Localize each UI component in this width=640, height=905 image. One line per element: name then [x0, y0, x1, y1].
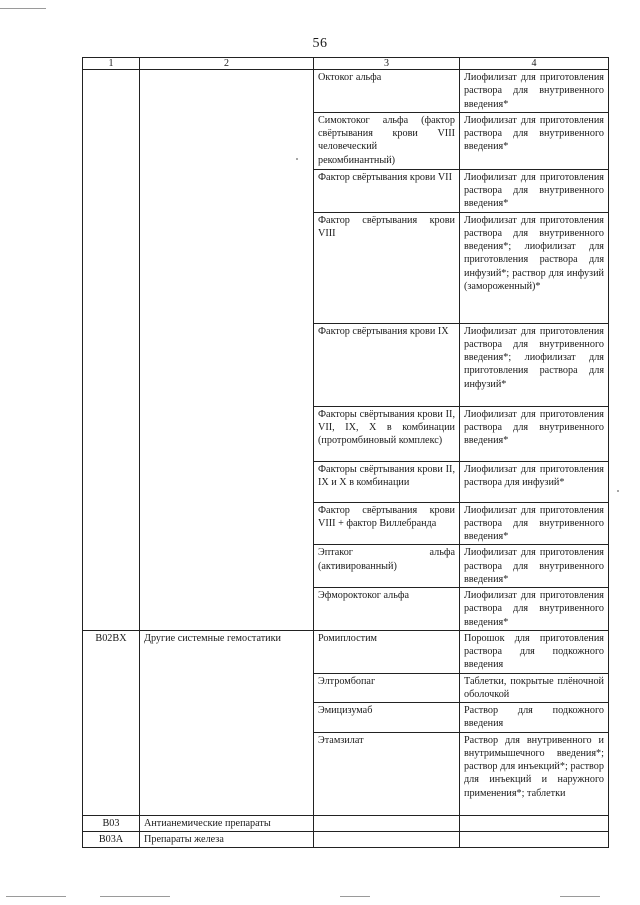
inn-cell: Эфмороктоког альфа [314, 588, 460, 631]
group-cell: Другие системные гемостатики [140, 630, 314, 815]
header-row [83, 58, 609, 70]
inn-cell: Ромиплостим [314, 630, 460, 673]
form-cell: Порошок для приготовления раствора для подкожного введения [460, 630, 609, 673]
inn-cell: Симоктоког альфа (фактор свёртывания крови VIII человеческий рекомбинантный) [314, 112, 460, 169]
inn-cell: Эптаког альфа (активированный) [314, 545, 460, 588]
inn-cell: Октоког альфа [314, 70, 460, 113]
atc-code-cell: B03A [83, 831, 140, 847]
scan-edge-mark [6, 896, 66, 897]
table-row [83, 815, 609, 831]
scan-speck [617, 490, 619, 492]
form-cell: Лиофилизат для приготовления раствора для внутривенного введения* [460, 112, 609, 169]
form-cell [460, 831, 609, 847]
form-cell: Лиофилизат для приготовления раствора для внутривенного введения*; лиофилизат для приготовления раствора для инфузий* [460, 323, 609, 406]
form-cell: Лиофилизат для приготовления раствора для внутривенного введения* [460, 70, 609, 113]
inn-cell: Фактор свёртывания крови VII [314, 169, 460, 212]
inn-cell [314, 815, 460, 831]
inn-cell: Фактор свёртывания крови VIII + фактор Виллебранда [314, 502, 460, 545]
form-cell: Таблетки, покрытые плёночной оболочкой [460, 673, 609, 703]
scan-edge-mark [100, 896, 170, 897]
page-number: 56 [312, 36, 328, 51]
table-row [83, 70, 609, 113]
inn-cell: Элтромбопаг [314, 673, 460, 703]
scan-speck [296, 158, 298, 160]
table-row [83, 630, 609, 673]
form-cell: Раствор для подкожного введения [460, 703, 609, 733]
form-cell: Лиофилизат для приготовления раствора для внутривенного введения* [460, 406, 609, 461]
inn-cell: Фактор свёртывания крови VIII [314, 212, 460, 323]
group-cell: Препараты железа [140, 831, 314, 847]
scan-edge-mark [0, 8, 46, 9]
inn-cell: Факторы свёртывания крови II, VII, IX, X в комбинации (протромбиновый комплекс) [314, 406, 460, 461]
form-cell: Лиофилизат для приготовления раствора для внутривенного введения* [460, 588, 609, 631]
column-header: 2 [140, 58, 314, 70]
atc-code-cell: B02BX [83, 630, 140, 815]
drug-table [82, 57, 609, 848]
inn-cell: Эмицизумаб [314, 703, 460, 733]
atc-code-cell: B03 [83, 815, 140, 831]
scan-edge-mark [560, 896, 600, 897]
group-cell [140, 70, 314, 631]
column-header: 3 [314, 58, 460, 70]
group-cell: Антианемические препараты [140, 815, 314, 831]
column-header: 4 [460, 58, 609, 70]
inn-cell: Этамзилат [314, 732, 460, 815]
table-row [83, 831, 609, 847]
form-cell: Лиофилизат для приготовления раствора для внутривенного введения* [460, 502, 609, 545]
inn-cell [314, 831, 460, 847]
form-cell [460, 815, 609, 831]
form-cell: Лиофилизат для приготовления раствора для внутривенного введения* [460, 545, 609, 588]
inn-cell: Фактор свёртывания крови IX [314, 323, 460, 406]
column-header: 1 [83, 58, 140, 70]
form-cell: Лиофилизат для приготовления раствора для внутривенного введения*; лиофилизат для приготовления раствора для инфузий*; раствор для инфузий (замороженный)* [460, 212, 609, 323]
scan-edge-mark [340, 896, 370, 897]
form-cell: Лиофилизат для приготовления раствора для внутривенного введения* [460, 169, 609, 212]
inn-cell: Факторы свёртывания крови II, IX и X в комбинации [314, 461, 460, 502]
form-cell: Лиофилизат для приготовления раствора для инфузий* [460, 461, 609, 502]
atc-code-cell [83, 70, 140, 631]
form-cell: Раствор для внутривенного и внутримышечного введения*; раствор для инъекций*; раствор для инъекций и наружного применения*; таблетки [460, 732, 609, 815]
